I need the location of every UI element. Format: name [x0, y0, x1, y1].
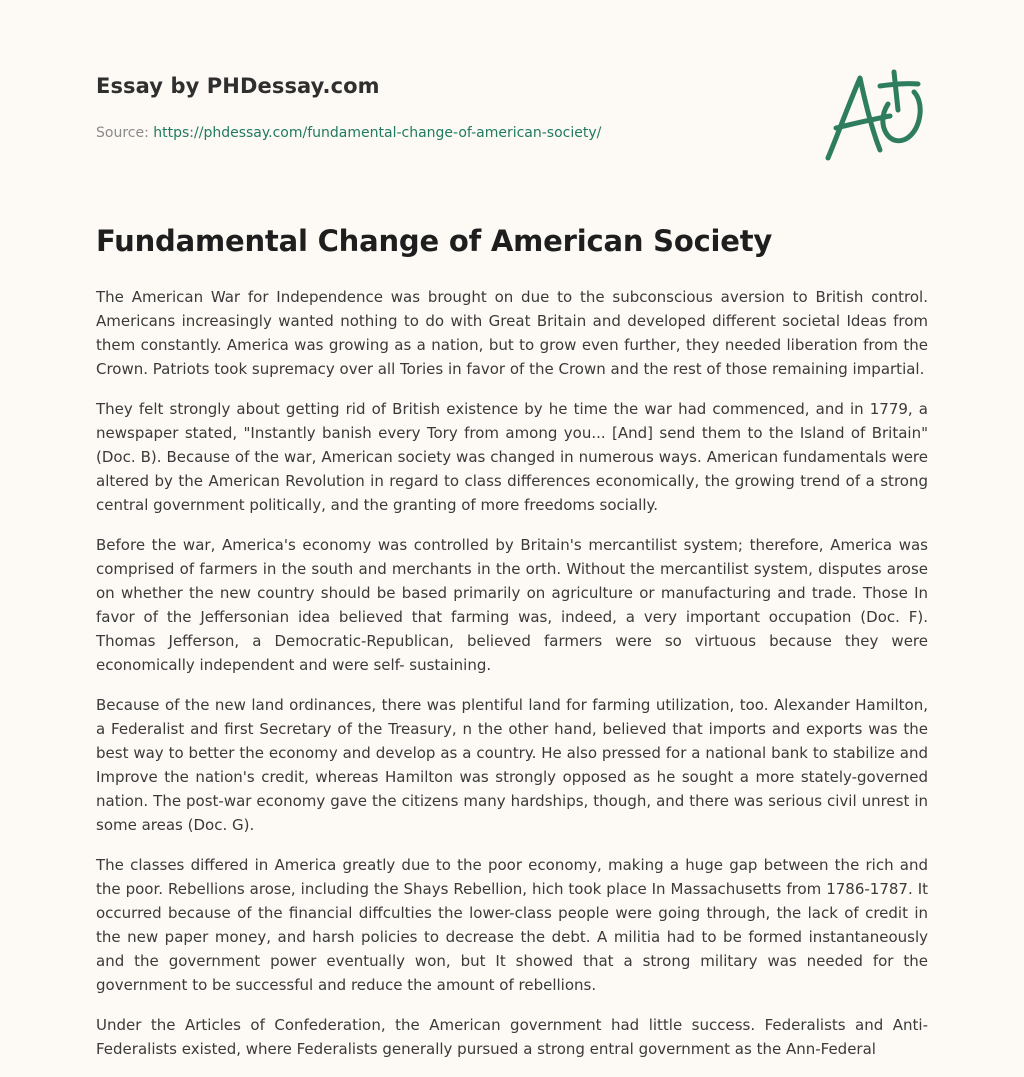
paragraph: They felt strongly about getting rid of British existence by he time the war had commenced, and in 1779, a newspaper stated, "Instantly banish every Tory from among you... [And] send them to the Island of Britain" (Doc. B). Because of the war, American society was changed in numerous ways. American fundamentals were altered by the American Revolution in regard to class differences economically, the growing trend of a strong central government politically, and the granting of more freedoms socially. — [96, 400, 928, 514]
essay-body — [96, 285, 928, 1077]
paragraph: Because of the new land ordinances, there was plentiful land for farming utilization, too. Alexander Hamilton, a Federalist and first Secretary of the Treasury, n the other hand, believed that imports and exports was the best way to better the economy and develop as a country. He also pressed for a national bank to stabilize and Improve the nation's credit, whereas Hamilton was strongly opposed as he sought a more stately-governed nation. The post-war economy gave the citizens many hardships, though, and there was serious civil unrest in some areas (Doc. G). — [96, 696, 928, 834]
source-link[interactable]: https://phdessay.com/fundamental-change-of-american-society/ — [153, 125, 602, 141]
paragraph: The American War for Independence was brought on due to the subconscious aversion to British control. Americans increasingly wanted nothing to do with Great Britain and developed different societal Ideas from them constantly. America was growing as a nation, but to grow even further, they needed liberation from the Crown. Patriots took supremacy over all Tories in favor of the Crown and the rest of those remaining impartial. — [96, 288, 928, 378]
header — [96, 74, 936, 141]
paragraph: Under the Articles of Confederation, the American government had little success. Federalists and Anti-Federalists existed, where Federalists generally pursued a strong entral government as the Ann-Federal — [96, 1016, 928, 1058]
source-line — [96, 125, 601, 141]
a-plus-grade-icon — [822, 66, 926, 166]
site-brand: Essay by PHDessay.com — [96, 74, 380, 98]
source-label: Source: — [96, 125, 154, 141]
paragraph: The classes differed in America greatly due to the poor economy, making a huge gap between the rich and the poor. Rebellions arose, including the Shays Rebellion, hich took place In Massachusetts from 1786-1787. It occurred because of the financial diffculties the lower-class people were going through, the lack of credit in the new paper money, and harsh policies to decrease the debt. A militia had to be formed instantaneously and the government power eventually won, but It showed that a strong military was needed for the government to be successful and reduce the amount of rebellions. — [96, 856, 928, 994]
paragraph: Before the war, America's economy was controlled by Britain's mercantilist system; therefore, America was comprised of farmers in the south and merchants in the orth. Without the mercantilist system, disputes arose on whether the new country should be based primarily on agriculture or manufacturing and trade. Those In favor of the Jeffersonian idea believed that farming was, indeed, a very important occupation (Doc. F). Thomas Jefferson, a Democratic-Republican, believed farmers were so virtuous because they were economically independent and were self- sustaining. — [96, 536, 928, 674]
page-title: Fundamental Change of American Society — [96, 224, 773, 258]
